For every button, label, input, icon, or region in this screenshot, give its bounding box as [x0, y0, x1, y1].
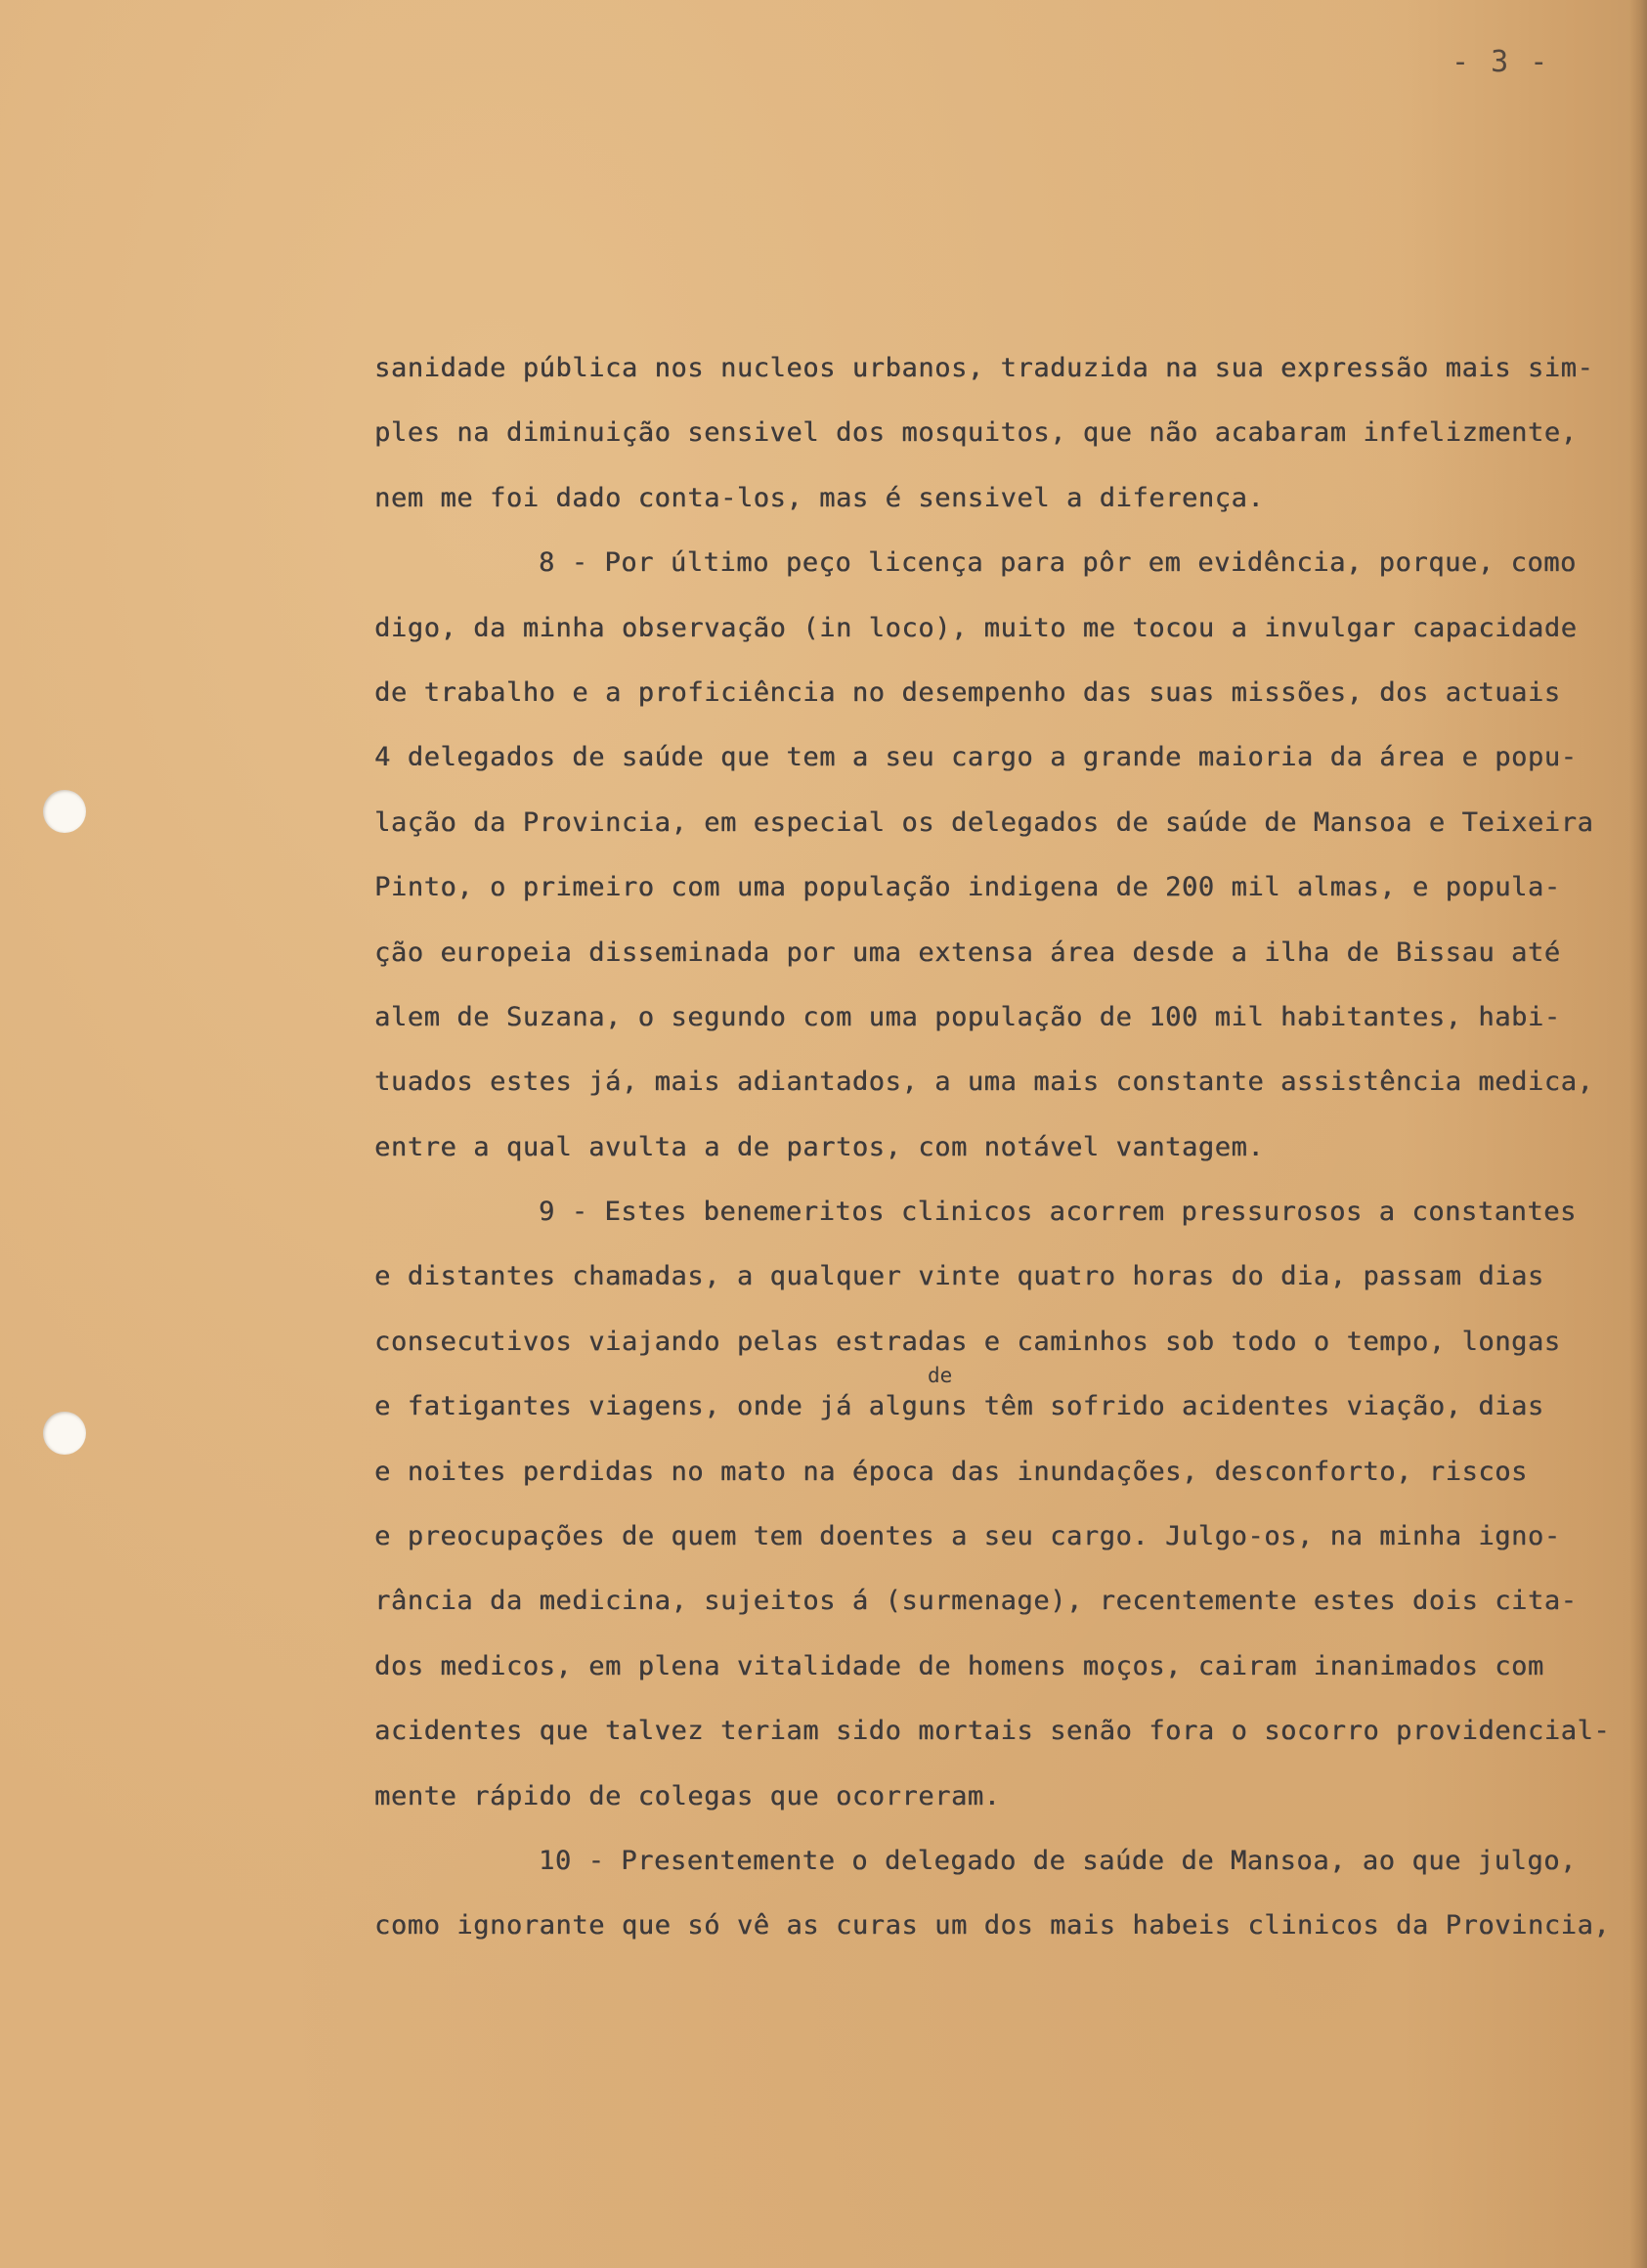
- text-line: e distantes chamadas, a qualquer vinte quatro horas do dia, passam dias: [374, 1261, 1544, 1292]
- punch-hole: [43, 1412, 86, 1455]
- typed-text-body: [374, 349, 1611, 1972]
- punch-hole: [43, 790, 86, 833]
- paragraph-start-line: 10 - Presentemente o delegado de saúde de Mansoa, ao que julgo,: [539, 1845, 1577, 1876]
- text-line: Pinto, o primeiro com uma população indigena de 200 mil almas, e popula-: [374, 872, 1561, 903]
- paragraph-start-line: 9 - Estes benemeritos clinicos acorrem pressurosos a constantes: [539, 1197, 1577, 1228]
- paragraph-start-line: 8 - Por último peço licença para pôr em evidência, porque, como: [539, 547, 1577, 579]
- text-line: de trabalho e a proficiência no desempenho das suas missões, dos actuais: [374, 676, 1561, 708]
- text-line: lação da Provincia, em especial os delegados de saúde de Mansoa e Teixeira: [374, 807, 1594, 838]
- text-line: digo, da minha observação (in loco), muito me tocou a invulgar capacidade: [374, 612, 1578, 643]
- text-line: ples na diminuição sensivel dos mosquitos, que não acabaram infelizmente,: [374, 417, 1578, 449]
- text-line: ção europeia disseminada por uma extensa área desde a ilha de Bissau até: [374, 937, 1561, 968]
- text-line: dos medicos, em plena vitalidade de homens moços, cairam inanimados com: [374, 1650, 1544, 1681]
- text-line: 4 delegados de saúde que tem a seu cargo a grande maioria da área e popu-: [374, 742, 1578, 773]
- text-line: mente rápido de colegas que ocorreram.: [374, 1780, 1001, 1811]
- text-line: alem de Suzana, o segundo com uma população de 100 mil habitantes, habi-: [374, 1001, 1561, 1032]
- text-line: como ignorante que só vê as curas um dos mais habeis clinicos da Provincia,: [374, 1910, 1611, 1941]
- interlinear-insertion: de: [928, 1364, 953, 1387]
- text-line: tuados estes já, mais adiantados, a uma mais constante assistência medica,: [374, 1067, 1594, 1098]
- text-line: rância da medicina, sujeitos á (surmenage), recentemente estes dois cita-: [374, 1586, 1578, 1617]
- text-line: acidentes que talvez teriam sido mortais senão fora o socorro providencial-: [374, 1716, 1611, 1747]
- page-edge-shadow: [1629, 0, 1647, 2268]
- text-line: nem me foi dado conta-los, mas é sensivel a diferença.: [374, 482, 1265, 513]
- text-line: e preocupações de quem tem doentes a seu cargo. Julgo-os, na minha igno-: [374, 1521, 1561, 1552]
- page-number: - 3 -: [1452, 45, 1550, 79]
- text-line: entre a qual avulta a de partos, com notável vantagem.: [374, 1131, 1265, 1162]
- text-line: e fatigantes viagens, onde já alguns têm sofrido acidentes viação, dias: [374, 1391, 1544, 1422]
- text-line: consecutivos viajando pelas estradas e caminhos sob todo o tempo, longas: [374, 1326, 1561, 1357]
- text-line: sanidade pública nos nucleos urbanos, traduzida na sua expressão mais sim-: [374, 353, 1594, 383]
- text-line: e noites perdidas no mato na época das inundações, desconforto, riscos: [374, 1456, 1528, 1487]
